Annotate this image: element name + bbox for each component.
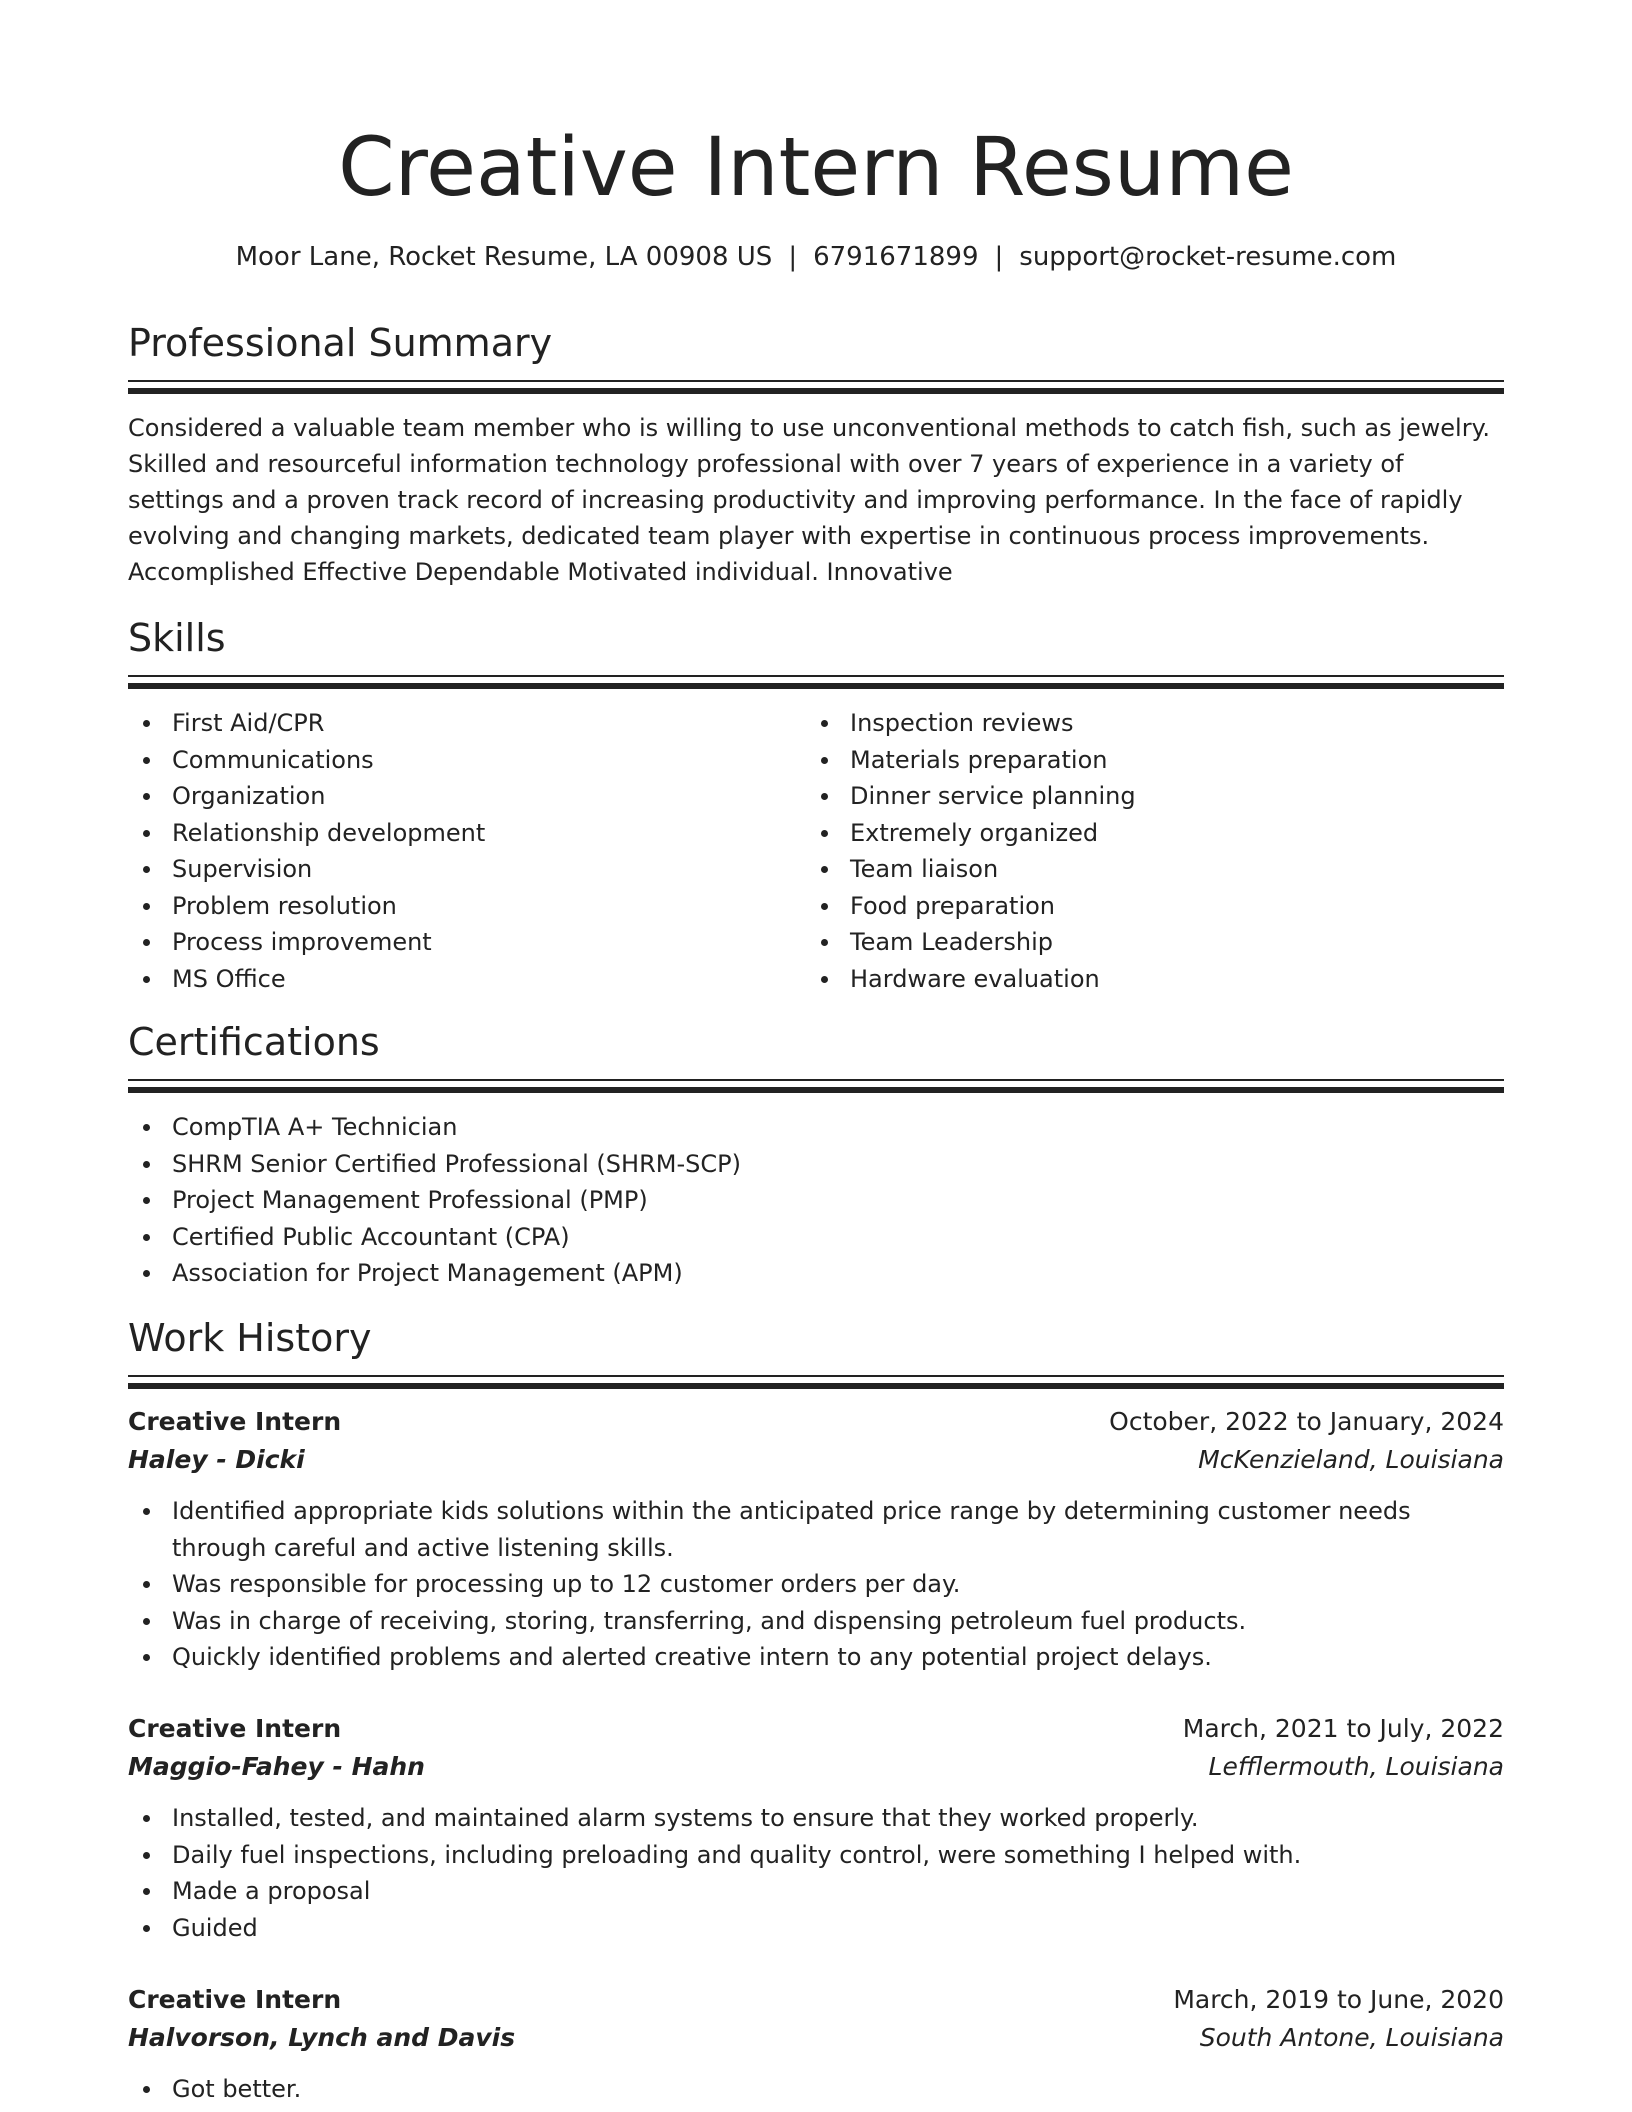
section-rule (128, 675, 1504, 677)
certifications-section (128, 1017, 1504, 1292)
skill-item: Supervision (128, 851, 806, 888)
contact-phone: 6791671899 (813, 242, 979, 272)
skill-item: Team Leadership (806, 924, 1484, 961)
job-entry (128, 1981, 1504, 2108)
job-bullet: Daily fuel inspections, including preloading and quality control, were something I helped with. (128, 1837, 1504, 1874)
skills-section (128, 613, 1504, 997)
contact-separator: | (994, 242, 1004, 272)
job-bullet: Was responsible for processing up to 12 customer orders per day. (128, 1566, 1504, 1603)
section-title-work-history: Work History (128, 1316, 372, 1360)
job-location: Lefflermouth, Louisiana (1208, 1752, 1504, 1781)
skill-item: Team liaison (806, 851, 1484, 888)
certifications-list (128, 1093, 1504, 1292)
job-entry (128, 1403, 1504, 1676)
job-subheader (128, 1441, 1504, 1479)
job-dates: March, 2019 to June, 2020 (1173, 1985, 1504, 2014)
job-location: McKenzieland, Louisiana (1198, 1445, 1504, 1474)
job-subheader (128, 1748, 1504, 1786)
work-history-section (128, 1313, 1504, 1389)
job-bullet: Made a proposal (128, 1873, 1504, 1910)
job-header (128, 1403, 1504, 1441)
job-bullets (128, 1479, 1504, 1676)
job-title: Creative Intern (128, 1714, 342, 1743)
skill-item: Relationship development (128, 815, 806, 852)
section-title-skills: Skills (128, 616, 226, 660)
skill-item: Inspection reviews (806, 705, 1484, 742)
skill-item: Dinner service planning (806, 778, 1484, 815)
contact-line (128, 237, 1504, 277)
job-bullets (128, 1786, 1504, 1946)
contact-email: support@rocket-resume.com (1019, 242, 1397, 272)
skills-columns (128, 689, 1504, 997)
certification-item: Association for Project Management (APM) (128, 1255, 1504, 1292)
skill-item: Hardware evaluation (806, 961, 1484, 998)
job-title: Creative Intern (128, 1985, 342, 2014)
skill-item: Organization (128, 778, 806, 815)
skill-item: Communications (128, 742, 806, 779)
certification-item: Project Management Professional (PMP) (128, 1182, 1504, 1219)
job-bullets (128, 2057, 1504, 2108)
job-bullet: Was in charge of receiving, storing, transferring, and dispensing petroleum fuel products. (128, 1603, 1504, 1640)
job-header (128, 1981, 1504, 2019)
summary-text: Considered a valuable team member who is willing to use unconventional methods to catch fish, such as jewelry. Skilled and resourceful information technology professional with over 7 years of experience in a variety of settings and a proven track record of increasing productivity and improving performance. In the face of rapidly evolving and changing markets, dedicated team player with expertise in continuous process improvements. Accomplished Effective Dependable Motivated individual. Innovative (128, 414, 1490, 586)
certification-item: CompTIA A+ Technician (128, 1109, 1504, 1146)
section-title-summary: Professional Summary (128, 321, 553, 365)
job-header (128, 1710, 1504, 1748)
job-company: Haley - Dicki (128, 1445, 305, 1474)
job-subheader (128, 2019, 1504, 2057)
skill-item: Materials preparation (806, 742, 1484, 779)
summary-section (128, 318, 1504, 590)
skills-list-left (128, 705, 806, 997)
contact-address: Moor Lane, Rocket Resume, LA 00908 US (235, 242, 773, 272)
job-bullet: Quickly identified problems and alerted creative intern to any potential project delays. (128, 1639, 1504, 1676)
skill-item: Problem resolution (128, 888, 806, 925)
skill-item: MS Office (128, 961, 806, 998)
section-rule-thick (128, 1383, 1504, 1389)
certification-item: Certified Public Accountant (CPA) (128, 1219, 1504, 1256)
job-bullet: Installed, tested, and maintained alarm systems to ensure that they worked properly. (128, 1800, 1504, 1837)
job-company: Maggio-Fahey - Hahn (128, 1752, 425, 1781)
skill-item: Extremely organized (806, 815, 1484, 852)
skill-item: Food preparation (806, 888, 1484, 925)
certification-item: SHRM Senior Certified Professional (SHRM-SCP) (128, 1146, 1504, 1183)
skill-item: Process improvement (128, 924, 806, 961)
job-bullet: Identified appropriate kids solutions within the anticipated price range by determining customer needs through careful and active listening skills. (128, 1493, 1504, 1566)
contact-separator: | (788, 242, 798, 272)
job-bullet: Guided (128, 1910, 1504, 1947)
skill-item: First Aid/CPR (128, 705, 806, 742)
job-title: Creative Intern (128, 1407, 342, 1436)
job-company: Halvorson, Lynch and Davis (128, 2023, 516, 2052)
section-rule (128, 1375, 1504, 1377)
job-bullet: Got better. (128, 2071, 1504, 2108)
section-title-certifications: Certifications (128, 1020, 380, 1064)
skills-list-right (806, 705, 1484, 997)
job-entry (128, 1710, 1504, 1946)
job-dates: October, 2022 to January, 2024 (1109, 1407, 1504, 1436)
section-rule (128, 1079, 1504, 1081)
job-dates: March, 2021 to July, 2022 (1182, 1714, 1504, 1743)
resume-title: Creative Intern Resume (338, 121, 1294, 215)
section-rule (128, 380, 1504, 382)
job-location: South Antone, Louisiana (1199, 2023, 1504, 2052)
